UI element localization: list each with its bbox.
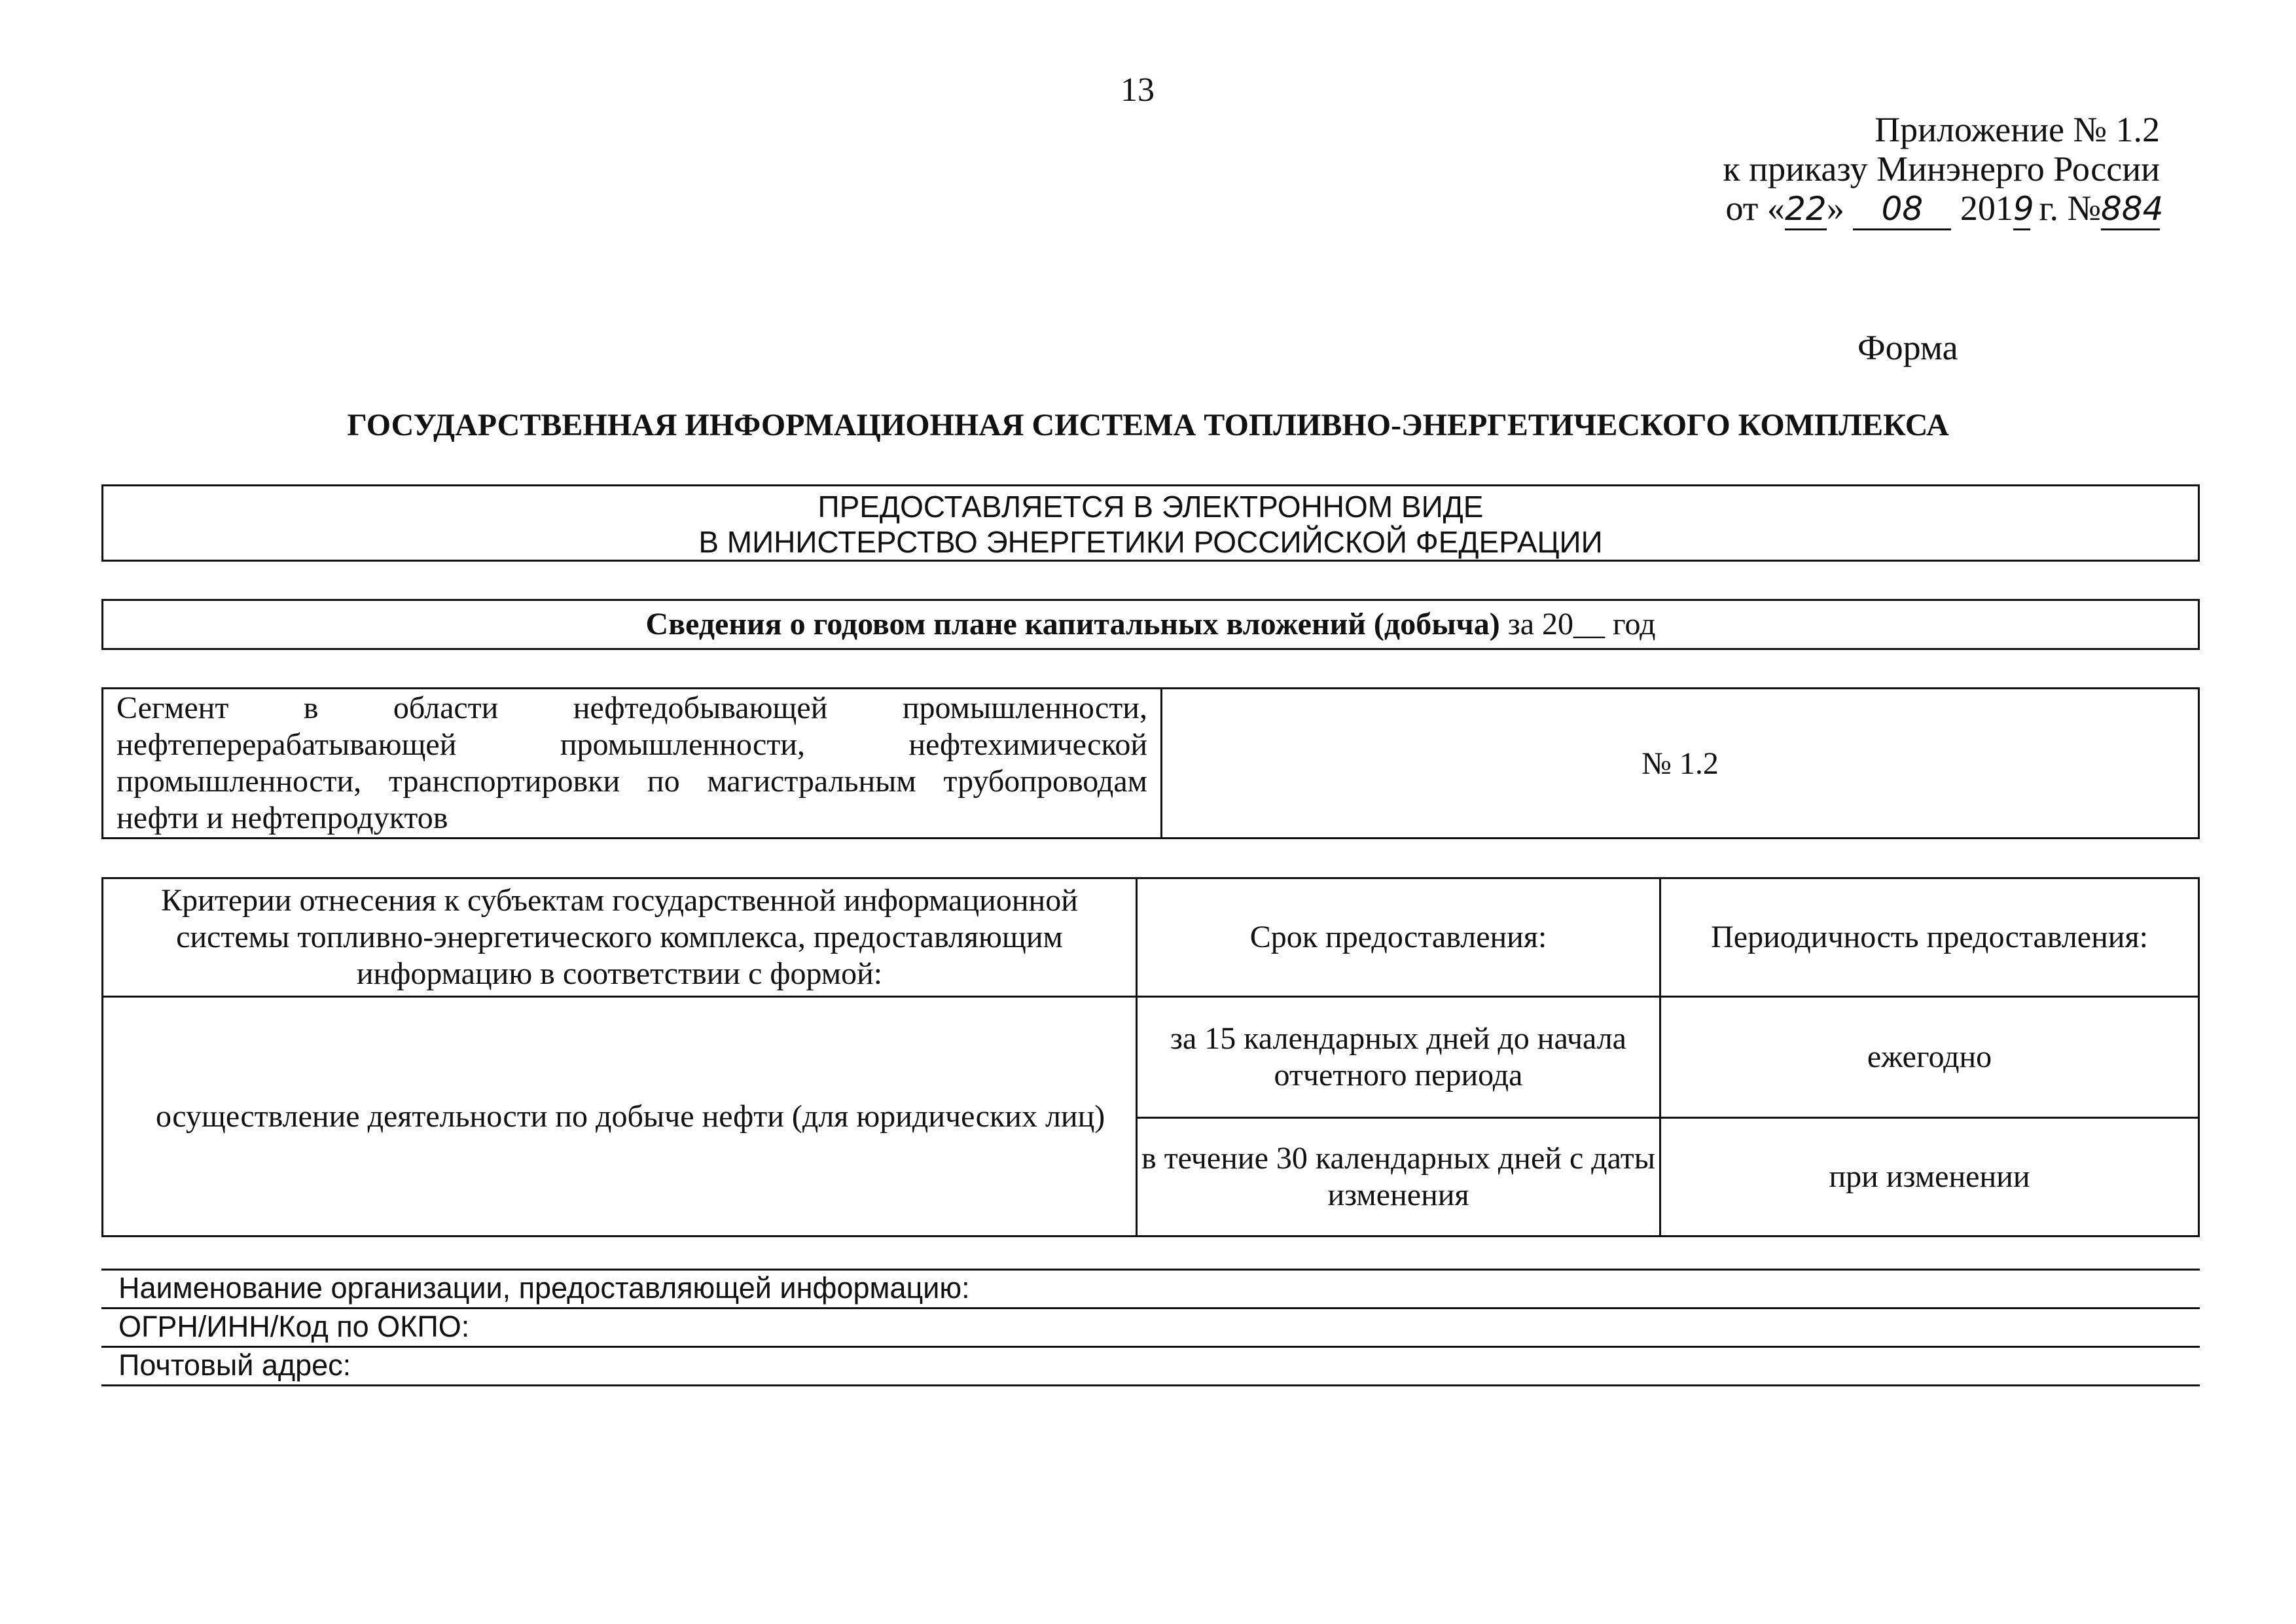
report-info-year: за 20__ год xyxy=(1499,607,1656,641)
postal-address-field[interactable]: Почтовый адрес: xyxy=(101,1346,2200,1386)
frequency-cell: ежегодно xyxy=(1660,997,2199,1118)
appendix-order-ref: к приказу Минэнерго России xyxy=(1723,149,2160,189)
appendix-header xyxy=(1662,110,2164,230)
date-year-digit: 9 xyxy=(2013,189,2030,230)
organization-fields xyxy=(101,1269,2200,1386)
frequency-header: Периодичность предоставления: xyxy=(1660,878,2199,997)
table-row xyxy=(103,997,2199,1118)
submission-box xyxy=(101,484,2200,562)
segment-text: Сегмент в области нефтедобывающей промышленности, нефтеперерабатывающей промышленности, нефтехимической промышленности, транспортировки по магистральным трубопроводам нефти и нефтепродуктов xyxy=(103,689,1162,839)
segment-row xyxy=(103,689,2199,839)
date-prefix: от « xyxy=(1725,189,1785,228)
report-info-box xyxy=(101,599,2200,650)
ogrn-inn-okpo-field[interactable]: ОГРН/ИНН/Код по ОКПО: xyxy=(101,1307,2200,1346)
report-info-title: Сведения о годовом плане капитальных вложений (добыча) xyxy=(645,607,1500,641)
segment-number: № 1.2 xyxy=(1162,689,2199,839)
appendix-title: Приложение № 1.2 xyxy=(1874,110,2160,149)
appendix-date-line xyxy=(1662,189,2164,230)
criteria-header-row xyxy=(103,878,2199,997)
date-year-suffix: г. № xyxy=(2030,189,2101,228)
frequency-cell: при изменении xyxy=(1660,1118,2199,1236)
date-quote-close: » xyxy=(1826,189,1844,228)
deadline-header: Срок предоставления: xyxy=(1137,878,1660,997)
page-number: 13 xyxy=(1121,71,1155,109)
activity-criterion: осуществление деятельности по добыче нефти (для юридических лиц) xyxy=(103,997,1137,1236)
criteria-header: Критерии отнесения к субъектам государственной информационной системы топливно-энергетического комплекса, предоставляющим информацию в соответствии с формой: xyxy=(103,878,1137,997)
order-number: 884 xyxy=(2101,189,2160,230)
deadline-cell: в течение 30 календарных дней с даты изменения xyxy=(1137,1118,1660,1236)
submission-line-1: ПРЕДОСТАВЛЯЕТСЯ В ЭЛЕКТРОННОМ ВИДЕ xyxy=(817,490,1484,524)
form-label: Форма xyxy=(1857,328,1958,367)
deadline-cell: за 15 календарных дней до начала отчетного периода xyxy=(1137,997,1660,1118)
date-day: 22 xyxy=(1785,189,1827,230)
submission-line-2: В МИНИСТЕРСТВО ЭНЕРГЕТИКИ РОССИЙСКОЙ ФЕДЕРАЦИИ xyxy=(698,525,1603,559)
segment-table xyxy=(101,687,2200,839)
date-month: 08 xyxy=(1853,189,1951,230)
date-year-prefix: 201 xyxy=(1960,189,2013,228)
criteria-table xyxy=(101,877,2200,1237)
page-title: ГОСУДАРСТВЕННАЯ ИНФОРМАЦИОННАЯ СИСТЕМА ТОПЛИВНО-ЭНЕРГЕТИЧЕСКОГО КОМПЛЕКСА xyxy=(347,408,1949,442)
organization-name-field[interactable]: Наименование организации, предоставляющей информацию: xyxy=(101,1269,2200,1307)
